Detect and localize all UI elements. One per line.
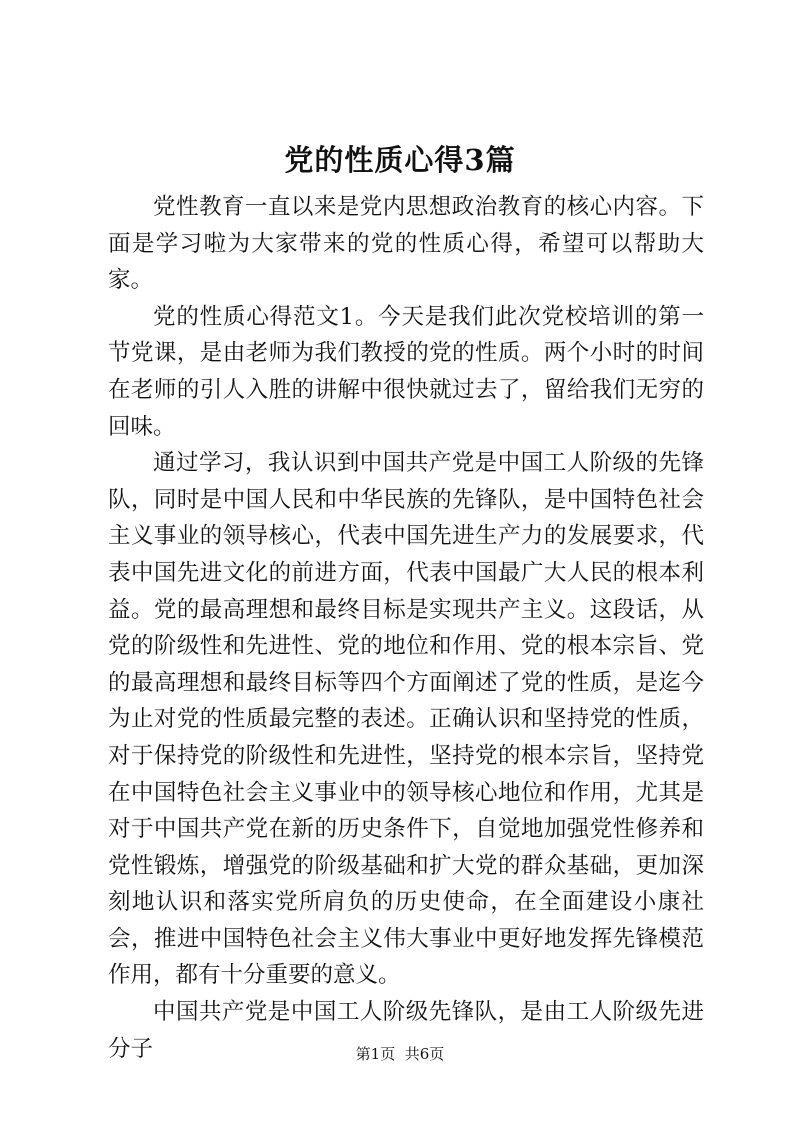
paragraph-party-nature: 通过学习，我认识到中国共产党是中国工人阶级的先锋队，同时是中国人民和中华民族的先锋队，是中国特色社会主义事业的领导核心，代表中国先进生产力的发展要求，代表中国先进文化的前进方面，代表中国最广大人民的根本利益。党的最高理想和最终目标是实现共产主义。这段话，从党的阶级性和先进性、党的地位和作用、党的根本宗旨、党的最高理想和最终目标等四个方面阐述了党的性质，是迄今为止对党的性质最完整的表述。正确认识和坚持党的性质，对于保持党的阶级性和先进性，坚持党的根本宗旨，坚持党在中国特色社会主义事业中的领导核心地位和作用，尤其是对于中国共产党在新的历史条件下，自觉地加强党性修养和党性锻炼，增强党的阶级基础和扩大党的群众基础，更加深刻地认识和落实党所肩负的历史使命，在全面建设小康社会，推进中国特色社会主义伟大事业中更好地发挥先锋模范作用，都有十分重要的意义。	[108, 450, 704, 989]
paragraph-vanguard: 中国共产党是中国工人阶级先锋队，是由工人阶级先进分子	[108, 999, 704, 1062]
page-number: 第1页	[355, 1045, 396, 1063]
document-body	[108, 189, 704, 1067]
paragraph-intro: 党性教育一直以来是党内思想政治教育的核心内容。下面是学习啦为大家带来的党的性质心得，希望可以帮助大家。	[108, 194, 704, 294]
page-footer	[0, 1044, 800, 1064]
page-total: 共6页	[404, 1045, 445, 1063]
footer-gap	[395, 1045, 405, 1063]
paragraph-sample-1: 党的性质心得范文1。今天是我们此次党校培训的第一节党课，是由老师为我们教授的党的性质。两个小时的时间在老师的引人入胜的讲解中很快就过去了，留给我们无穷的回味。	[108, 303, 704, 440]
document-title: 党的性质心得3篇	[284, 143, 516, 177]
